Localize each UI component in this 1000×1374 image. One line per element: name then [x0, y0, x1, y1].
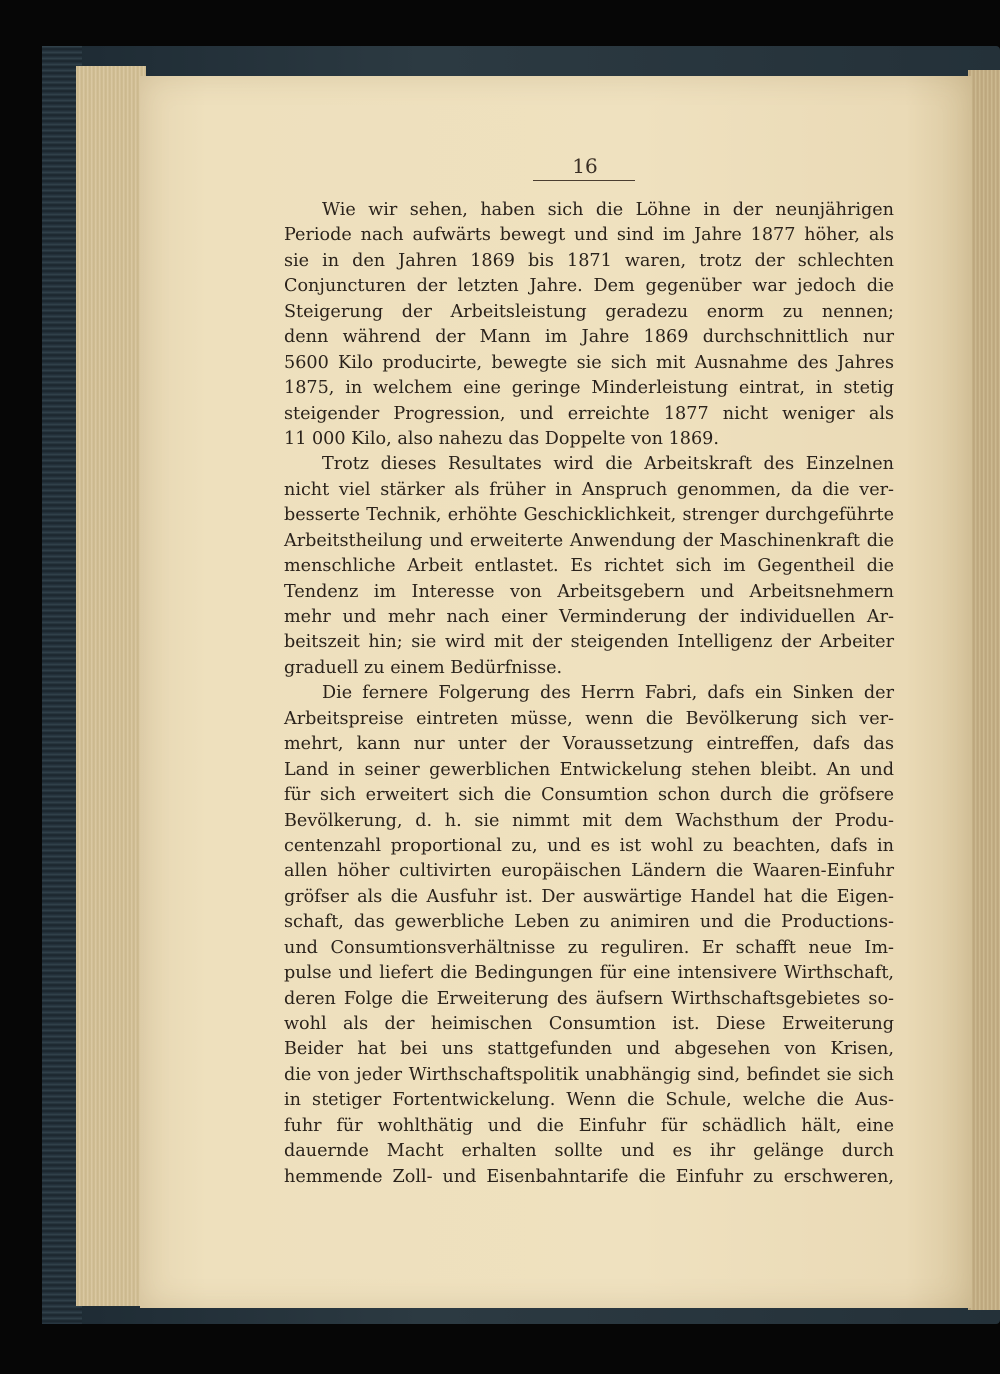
text-line: centenzahl proportional zu, und es ist wohl zu beachten, dafs in	[284, 835, 894, 856]
text-line: 11 000 Kilo, also nahezu das Doppelte von 1869.	[284, 428, 719, 449]
text-line: 5600 Kilo producirte, bewegte sie sich mit Ausnahme des Jahres	[284, 352, 894, 373]
text-line: für sich erweitert sich die Consumtion schon durch die gröfsere	[284, 785, 894, 806]
text-line: Arbeitstheilung und erweiterte Anwendung der Maschinenkraft die	[284, 530, 894, 551]
page-stack-left	[76, 66, 146, 1306]
text-line: fuhr für wohlthätig und die Einfuhr für schädlich hält, eine	[284, 1115, 894, 1136]
header-rule	[533, 180, 635, 181]
text-line: Steigerung der Arbeitsleistung geradezu enorm zu nennen;	[284, 301, 894, 322]
text-line: dauernde Macht erhalten sollte und es ihr gelänge durch	[284, 1141, 894, 1162]
text-line: wohl als der heimischen Consumtion ist. Diese Erweiterung	[284, 1014, 894, 1034]
text-line: menschliche Arbeit entlastet. Es richtet sich im Gegentheil die	[284, 556, 894, 577]
text-line: die von jeder Wirthschaftspolitik unabhängig sind, befindet sie sich	[284, 1064, 894, 1085]
text-line: 1875, in welchem eine geringe Minderleistung eintrat, in stetig	[284, 378, 894, 399]
text-line: Conjuncturen der letzten Jahre. Dem gegenüber war jedoch die	[284, 276, 894, 297]
page-number: 16	[572, 154, 598, 178]
text-line: besserte Technik, erhöhte Geschicklichkeit, strenger durchgeführte	[284, 505, 894, 526]
text-line: Beider hat bei uns stattgefunden und abgesehen von Krisen,	[284, 1039, 894, 1060]
text-line: Trotz dieses Resultates wird die Arbeitskraft des Einzelnen	[322, 454, 894, 475]
body-text	[284, 198, 894, 1190]
text-line: graduell zu einem Bedürfnisse.	[284, 657, 563, 678]
text-line: Wie wir sehen, haben sich die Löhne in der neunjährigen	[322, 200, 894, 220]
text-line: Bevölkerung, d. h. sie nimmt mit dem Wachsthum der Produ-	[284, 810, 894, 831]
text-line: und Consumtionsverhältnisse zu reguliren. Er schafft neue Im-	[284, 937, 894, 958]
page-stack-right	[968, 70, 1000, 1310]
text-line: allen höher cultivirten europäischen Ländern die Waaren-Einfuhr	[284, 861, 894, 882]
text-line: Tendenz im Interesse von Arbeitsgebern und Arbeitsnehmern	[284, 581, 894, 602]
text-line: Die fernere Folgerung des Herrn Fabri, dafs ein Sinken der	[322, 683, 894, 704]
text-line: schaft, das gewerbliche Leben zu animiren und die Productions-	[284, 912, 894, 933]
text-line: Periode nach aufwärts bewegt und sind im Jahre 1877 höher, als	[284, 225, 894, 246]
text-line: nicht viel stärker als früher in Anspruch genommen, da die ver-	[284, 479, 894, 500]
text-line: hemmende Zoll- und Eisenbahntarife die Einfuhr zu erschweren,	[284, 1166, 894, 1187]
text-line: in stetiger Fortentwickelung. Wenn die Schule, welche die Aus-	[284, 1090, 894, 1111]
text-line: beitszeit hin; sie wird mit der steigenden Intelligenz der Arbeiter	[284, 632, 894, 653]
text-line: denn während der Mann im Jahre 1869 durchschnittlich nur	[284, 327, 894, 348]
text-line: pulse und liefert die Bedingungen für eine intensivere Wirthschaft,	[284, 963, 894, 984]
text-line: mehrt, kann nur unter der Voraussetzung eintreffen, dafs das	[284, 734, 894, 755]
text-line: steigender Progression, und erreichte 1877 nicht weniger als	[284, 403, 894, 424]
text-line: gröfser als die Ausfuhr ist. Der auswärtige Handel hat die Eigen-	[284, 886, 894, 907]
text-line: mehr und mehr nach einer Verminderung der individuellen Ar-	[284, 607, 894, 627]
text-line: deren Folge die Erweiterung des äufsern Wirthschaftsgebietes so-	[284, 988, 894, 1009]
text-line: sie in den Jahren 1869 bis 1871 waren, trotz der schlechten	[284, 250, 894, 271]
text-line: Arbeitspreise eintreten müsse, wenn die Bevölkerung sich ver-	[284, 708, 894, 729]
text-line: Land in seiner gewerblichen Entwickelung stehen bleibt. An und	[284, 759, 894, 780]
